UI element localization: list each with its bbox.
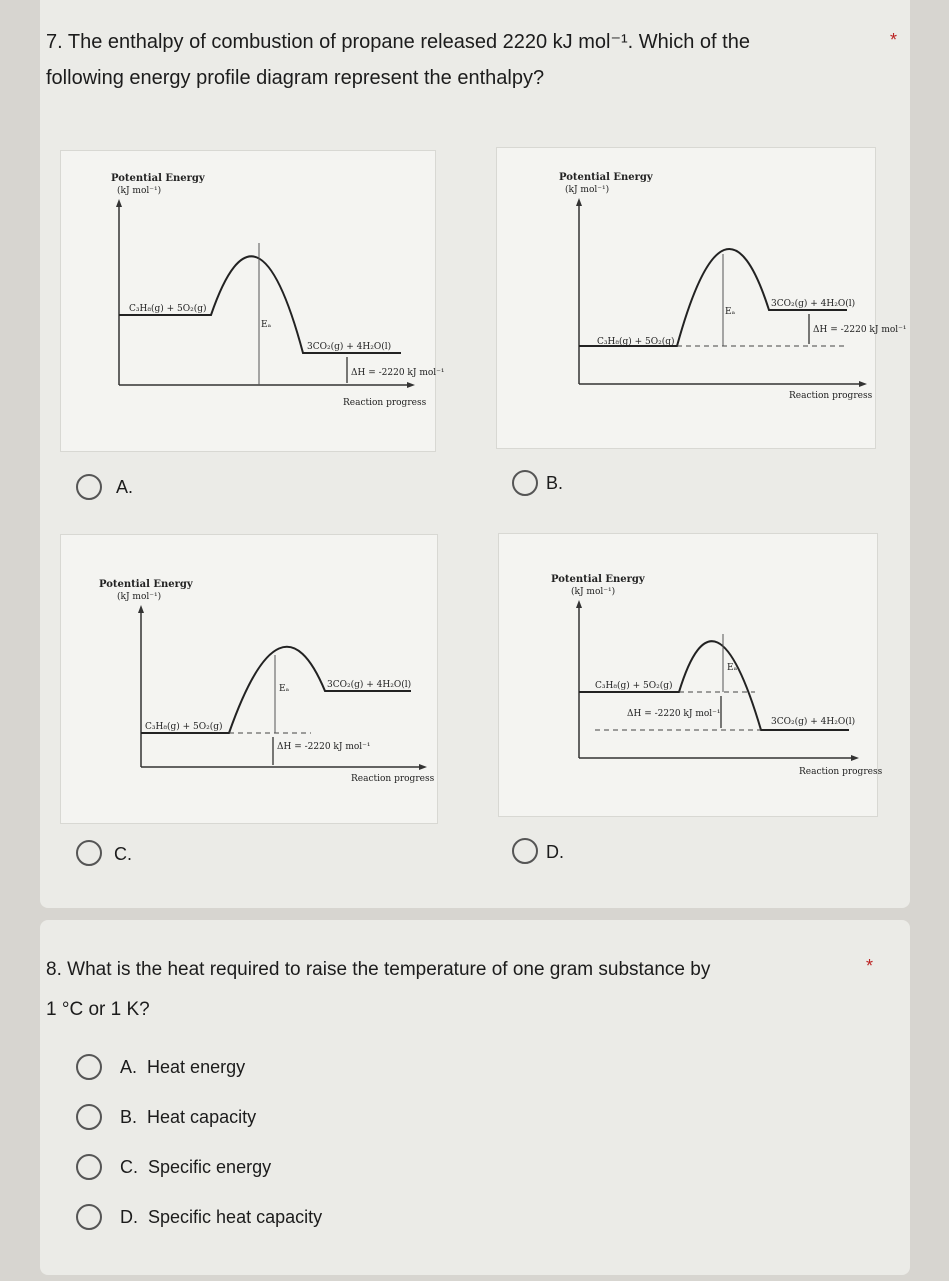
option-d-label[interactable]: [120, 1207, 322, 1228]
question-text: What is the heat required to raise the temperature of one gram substance by: [67, 959, 711, 980]
x-axis-title: Reaction progress: [799, 767, 883, 777]
option-d-radio[interactable]: [76, 1204, 102, 1230]
delta-h-label: ΔH = -2220 kJ mol⁻¹: [351, 368, 445, 378]
energy-profile-diagram-d: [499, 534, 883, 818]
option-text: Heat energy: [147, 1057, 246, 1077]
question-number: 7.: [46, 31, 63, 53]
option-letter: B.: [120, 1107, 138, 1127]
option-c-radio[interactable]: [76, 1154, 102, 1180]
energy-profile-diagram-b: [497, 148, 907, 450]
question-8-text-line2: 1 °C or 1 K?: [46, 999, 150, 1020]
activation-label: Eₐ: [279, 684, 290, 694]
option-a-radio[interactable]: [76, 474, 102, 500]
activation-label: Eₐ: [261, 320, 272, 330]
y-axis-unit: (kJ mol⁻¹): [571, 587, 616, 597]
diagram-c: [60, 534, 438, 824]
products-label: 3CO₂(g) + 4H₂O(l): [771, 717, 856, 727]
delta-h-label: ΔH = -2220 kJ mol⁻¹: [813, 325, 907, 335]
delta-h-label: ΔH = -2220 kJ mol⁻¹: [627, 709, 721, 719]
option-b-radio[interactable]: [76, 1104, 102, 1130]
y-axis-title: Potential Energy: [99, 579, 193, 590]
x-axis-title: Reaction progress: [351, 774, 435, 784]
option-d-radio[interactable]: [512, 838, 538, 864]
y-axis-title: Potential Energy: [559, 172, 653, 183]
option-a-label[interactable]: A.: [116, 477, 134, 497]
option-c-radio[interactable]: [76, 840, 102, 866]
x-axis-title: Reaction progress: [789, 391, 873, 401]
y-axis-unit: (kJ mol⁻¹): [117, 186, 162, 196]
option-c-label[interactable]: [120, 1157, 271, 1178]
activation-label: Eₐ: [727, 663, 738, 673]
products-label: 3CO₂(g) + 4H₂O(l): [771, 299, 856, 309]
option-a-label[interactable]: [120, 1057, 245, 1078]
energy-profile-diagram-c: [61, 535, 439, 825]
option-b-label[interactable]: B.: [546, 473, 564, 493]
option-letter: C.: [120, 1157, 138, 1177]
option-letter: D.: [120, 1207, 138, 1227]
reactants-label: C₃H₈(g) + 5O₂(g): [595, 681, 673, 691]
question-8-card: [40, 920, 910, 1275]
question-7-card: [40, 0, 910, 908]
option-text: Specific heat capacity: [148, 1207, 323, 1227]
diagram-d: [498, 533, 883, 817]
option-text: Heat capacity: [147, 1107, 257, 1127]
products-label: 3CO₂(g) + 4H₂O(l): [307, 342, 392, 352]
question-7-text-line1: [46, 24, 750, 60]
option-b-radio[interactable]: [512, 470, 538, 496]
question-number: 8.: [46, 959, 62, 980]
option-c-label[interactable]: C.: [114, 844, 132, 864]
y-axis-unit: (kJ mol⁻¹): [117, 592, 162, 602]
required-asterisk: *: [890, 30, 898, 50]
required-asterisk: *: [866, 956, 874, 976]
reactants-label: C₃H₈(g) + 5O₂(g): [597, 337, 675, 347]
y-axis-unit: (kJ mol⁻¹): [565, 185, 610, 195]
energy-profile-diagram-a: [61, 151, 445, 453]
option-d-label[interactable]: D.: [546, 842, 564, 862]
option-a-radio[interactable]: [76, 1054, 102, 1080]
products-label: 3CO₂(g) + 4H₂O(l): [327, 680, 412, 690]
reactants-label: C₃H₈(g) + 5O₂(g): [145, 722, 223, 732]
question-text: The enthalpy of combustion of propane released 2220 kJ mol⁻¹. Which of the: [67, 31, 750, 53]
option-letter: A.: [120, 1057, 138, 1077]
diagram-b: [496, 147, 907, 449]
diagram-a: [60, 150, 445, 452]
question-7-text-line2: following energy profile diagram represent the enthalpy?: [46, 67, 545, 89]
x-axis-title: Reaction progress: [343, 398, 427, 408]
option-text: Specific energy: [148, 1157, 272, 1177]
question-8-text-line1: [46, 952, 710, 988]
delta-h-label: ΔH = -2220 kJ mol⁻¹: [277, 742, 371, 752]
y-axis-title: Potential Energy: [551, 574, 645, 585]
reactants-label: C₃H₈(g) + 5O₂(g): [129, 304, 207, 314]
activation-label: Eₐ: [725, 307, 736, 317]
option-b-label[interactable]: [120, 1107, 256, 1128]
y-axis-title: Potential Energy: [111, 173, 205, 184]
